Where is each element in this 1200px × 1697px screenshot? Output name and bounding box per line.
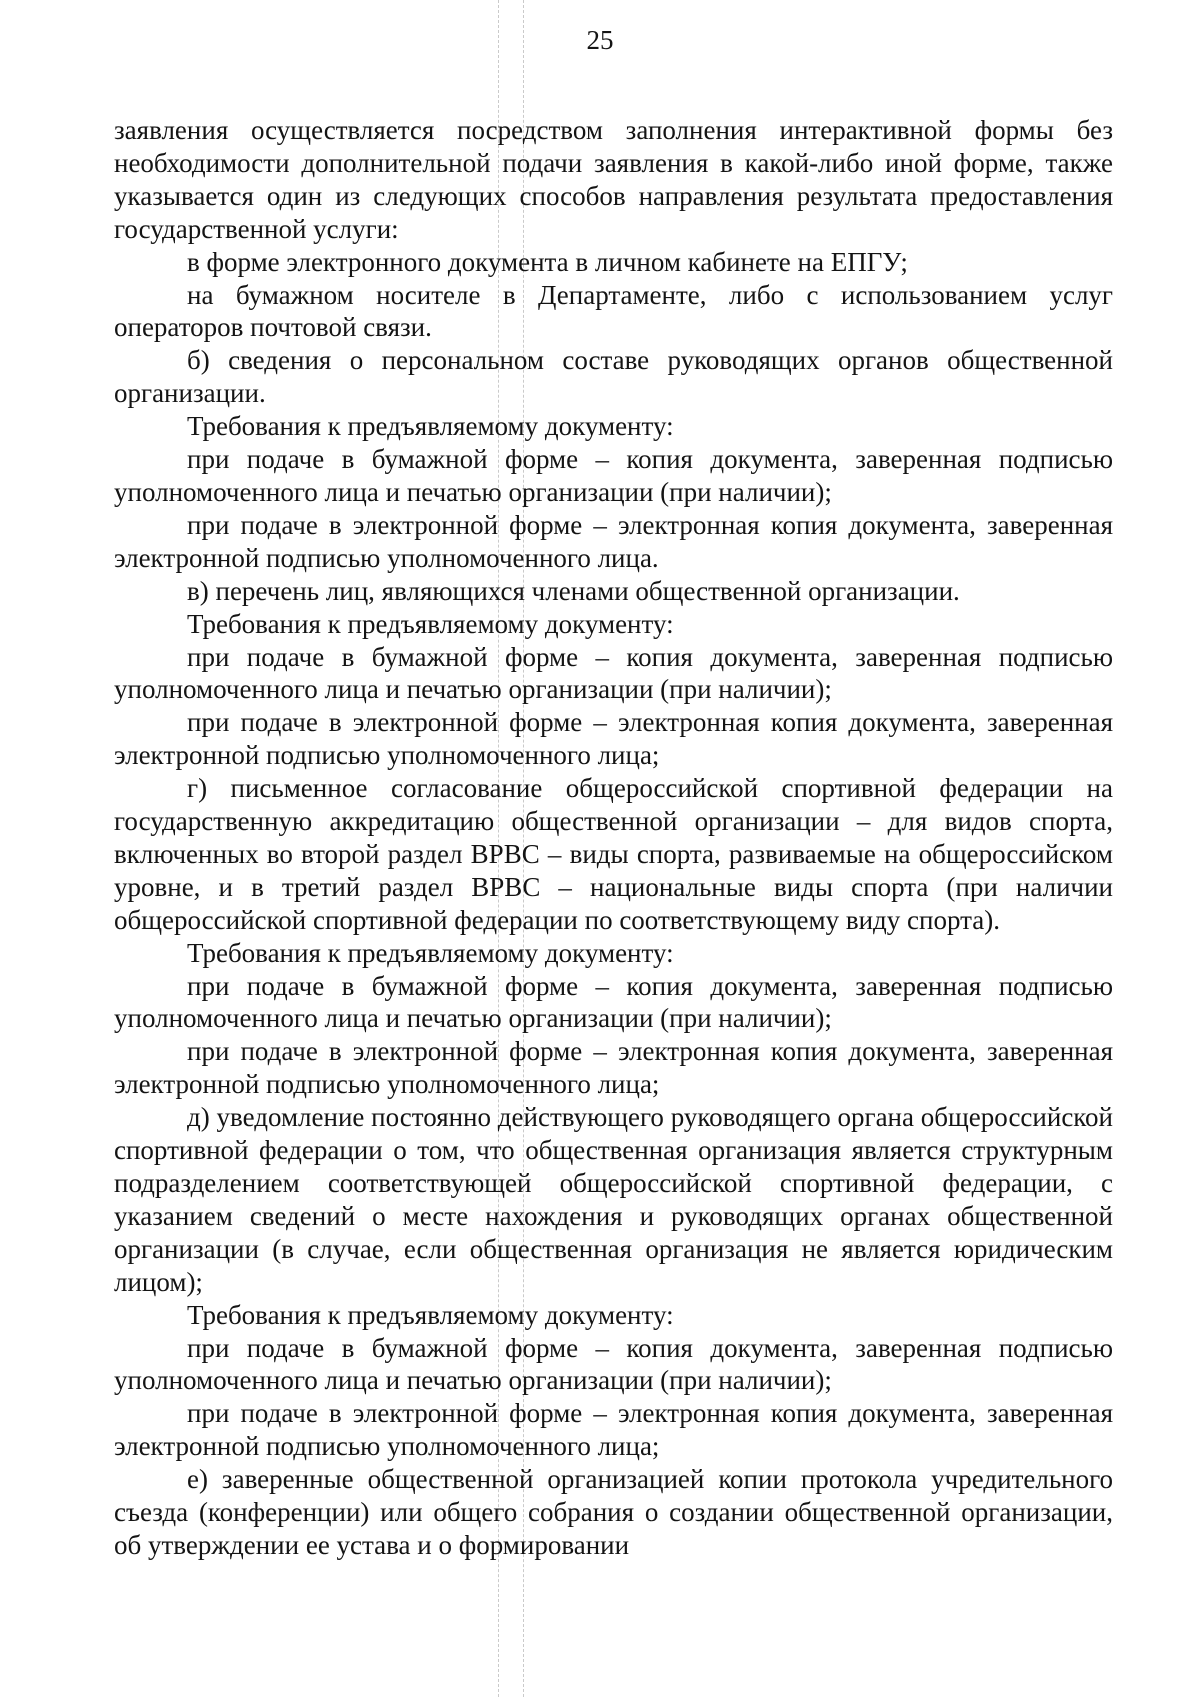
paragraph: при подаче в бумажной форме – копия документа, заверенная подписью уполномоченного лица и печатью организации (при наличии); bbox=[114, 970, 1113, 1034]
paragraph: Требования к предъявляемому документу: bbox=[187, 937, 674, 968]
paragraph: при подаче в электронной форме – электронная копия документа, заверенная электронной подписью уполномоченного лица; bbox=[114, 707, 1113, 771]
paragraph: е) заверенные общественной организацией копии протокола учредительного съезда (конференции) или общего собрания о создании общественной организации, об утверждении ее устава и о формировании bbox=[114, 1464, 1113, 1560]
paragraph: заявления осуществляется посредством заполнения интерактивной формы без необходимости дополнительной подачи заявления в какой-либо иной форме, также указывается один из следующих способов направления результата предоставления государственной услуги: bbox=[114, 115, 1113, 244]
paragraph: г) письменное согласование общероссийской спортивной федерации на государственную аккредитацию общественной организации – для видов спорта, включенных во второй раздел ВРВС – виды спорта, развиваемые на общероссийском уровне, и в третий раздел ВРВС – национальные виды спорта (при наличии общероссийской спортивной федерации по соответствующему виду спорта). bbox=[114, 773, 1113, 935]
paragraph: в) перечень лиц, являющихся членами общественной организации. bbox=[187, 575, 960, 606]
paragraph: при подаче в электронной форме – электронная копия документа, заверенная электронной подписью уполномоченного лица; bbox=[114, 1398, 1113, 1462]
paragraph: Требования к предъявляемому документу: bbox=[187, 411, 674, 442]
paragraph: Требования к предъявляемому документу: bbox=[187, 608, 674, 639]
page-number: 25 bbox=[586, 25, 614, 55]
paragraph: Требования к предъявляемому документу: bbox=[187, 1299, 674, 1330]
paragraph: при подаче в электронной форме – электронная копия документа, заверенная электронной подписью уполномоченного лица; bbox=[114, 1036, 1113, 1100]
paragraph: при подаче в электронной форме – электронная копия документа, заверенная электронной подписью уполномоченного лица. bbox=[114, 509, 1113, 573]
paragraph: д) уведомление постоянно действующего руководящего органа общероссийской спортивной федерации о том, что общественная организация является структурным подразделением соответствующей общероссийской спортивной федерации, с указанием сведений о месте нахождения и руководящих органах общественной организации (в случае, если общественная организация не является юридическим лицом); bbox=[114, 1102, 1113, 1297]
document-body bbox=[114, 114, 1113, 1562]
paragraph: при подаче в бумажной форме – копия документа, заверенная подписью уполномоченного лица и печатью организации (при наличии); bbox=[114, 641, 1113, 705]
paragraph: в форме электронного документа в личном кабинете на ЕПГУ; bbox=[187, 246, 908, 277]
paragraph: на бумажном носителе в Департаменте, либо с использованием услуг операторов почтовой связи. bbox=[114, 279, 1113, 343]
paragraph: при подаче в бумажной форме – копия документа, заверенная подписью уполномоченного лица и печатью организации (при наличии); bbox=[114, 1332, 1113, 1396]
paragraph: при подаче в бумажной форме – копия документа, заверенная подписью уполномоченного лица и печатью организации (при наличии); bbox=[114, 444, 1113, 507]
paragraph: б) сведения о персональном составе руководящих органов общественной организации. bbox=[114, 345, 1113, 409]
